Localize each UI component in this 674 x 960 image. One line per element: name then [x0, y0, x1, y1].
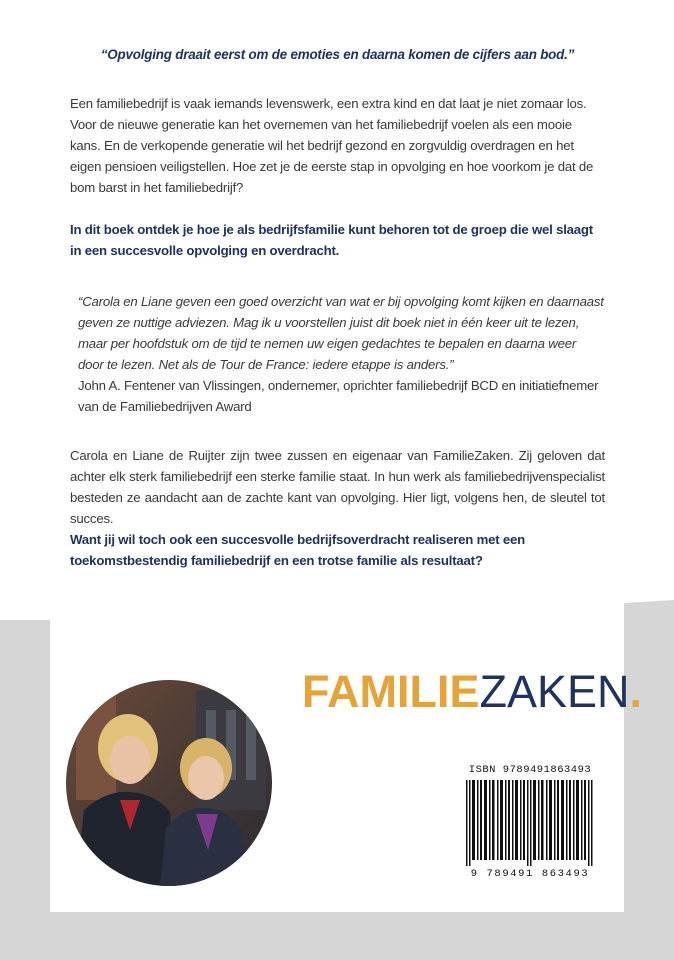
author-photo-illustration — [66, 680, 272, 886]
author-bio: Carola en Liane de Ruijter zijn twee zussen en eigenaar van FamilieZaken. Zij geloven dat achter elk sterk familiebedrijf een sterke familie staat. In hun werk als familiebedrijvenspecialist besteden ze aandacht aan de zachte kant van opvolging. Hier ligt, volgens hen, de sleutel tot succes. — [70, 448, 605, 526]
lead-paragraph: In dit boek ontdek je hoe je als bedrijfsfamilie kunt behoren tot de groep die wel slaagt in een succesvolle opvolging en overdracht. — [70, 222, 593, 258]
barcode-bars — [466, 780, 594, 866]
logo-dot: . — [629, 666, 643, 717]
intro-paragraph: Een familiebedrijf is vaak iemands levenswerk, een extra kind en dat laat je niet zomaar los. Voor de nieuwe generatie kan het overnemen van het familiebedrijf voelen als een mooie kans. En de verkopende generatie wil het bedrijf gezond en zorgvuldig overdragen en het eigen pensioen veiligstellen. Hoe zet je de eerste stap in opvolging en hoe voorkom je dat de bom barst in het familiebedrijf? — [70, 96, 594, 195]
logo-part-familie: FAMILIE — [302, 666, 480, 717]
logo-part-zaken: ZAKEN — [479, 666, 630, 717]
familiezaken-logo — [302, 664, 642, 720]
headline-quote: “Opvolging draait eerst om de emoties en daarna komen de cijfers aan bod.” — [100, 47, 575, 62]
barcode-digits: 9 789491 863493 — [470, 868, 590, 880]
testimonial-author: John A. Fentener van Vlissingen, ondernemer, oprichter familiebedrijf BCD en initiatiefnemer van de Familiebedrijven Award — [78, 378, 599, 414]
isbn-label: ISBN 9789491863493 — [468, 764, 592, 776]
testimonial — [70, 291, 605, 417]
isbn-barcode — [462, 764, 598, 882]
back-cover-text — [70, 44, 605, 571]
author-photo — [66, 680, 272, 886]
testimonial-text: “Carola en Liane geven een goed overzicht van wat er bij opvolging komt kijken en daarnaast geven ze nuttige adviezen. Mag ik u voorstellen juist dit boek niet in één keer uit te lezen, maar per hoofdstuk om de tijd te nemen uw eigen gedachtes te bepalen en daarna weer door te lezen. Net als de Tour de France: iedere etappe is anders.” — [78, 294, 604, 372]
call-to-action: Want jij wil toch ook een succesvolle bedrijfsoverdracht realiseren met een toekomstbestendig familiebedrijf en een trotse familie als resultaat? — [70, 532, 526, 568]
